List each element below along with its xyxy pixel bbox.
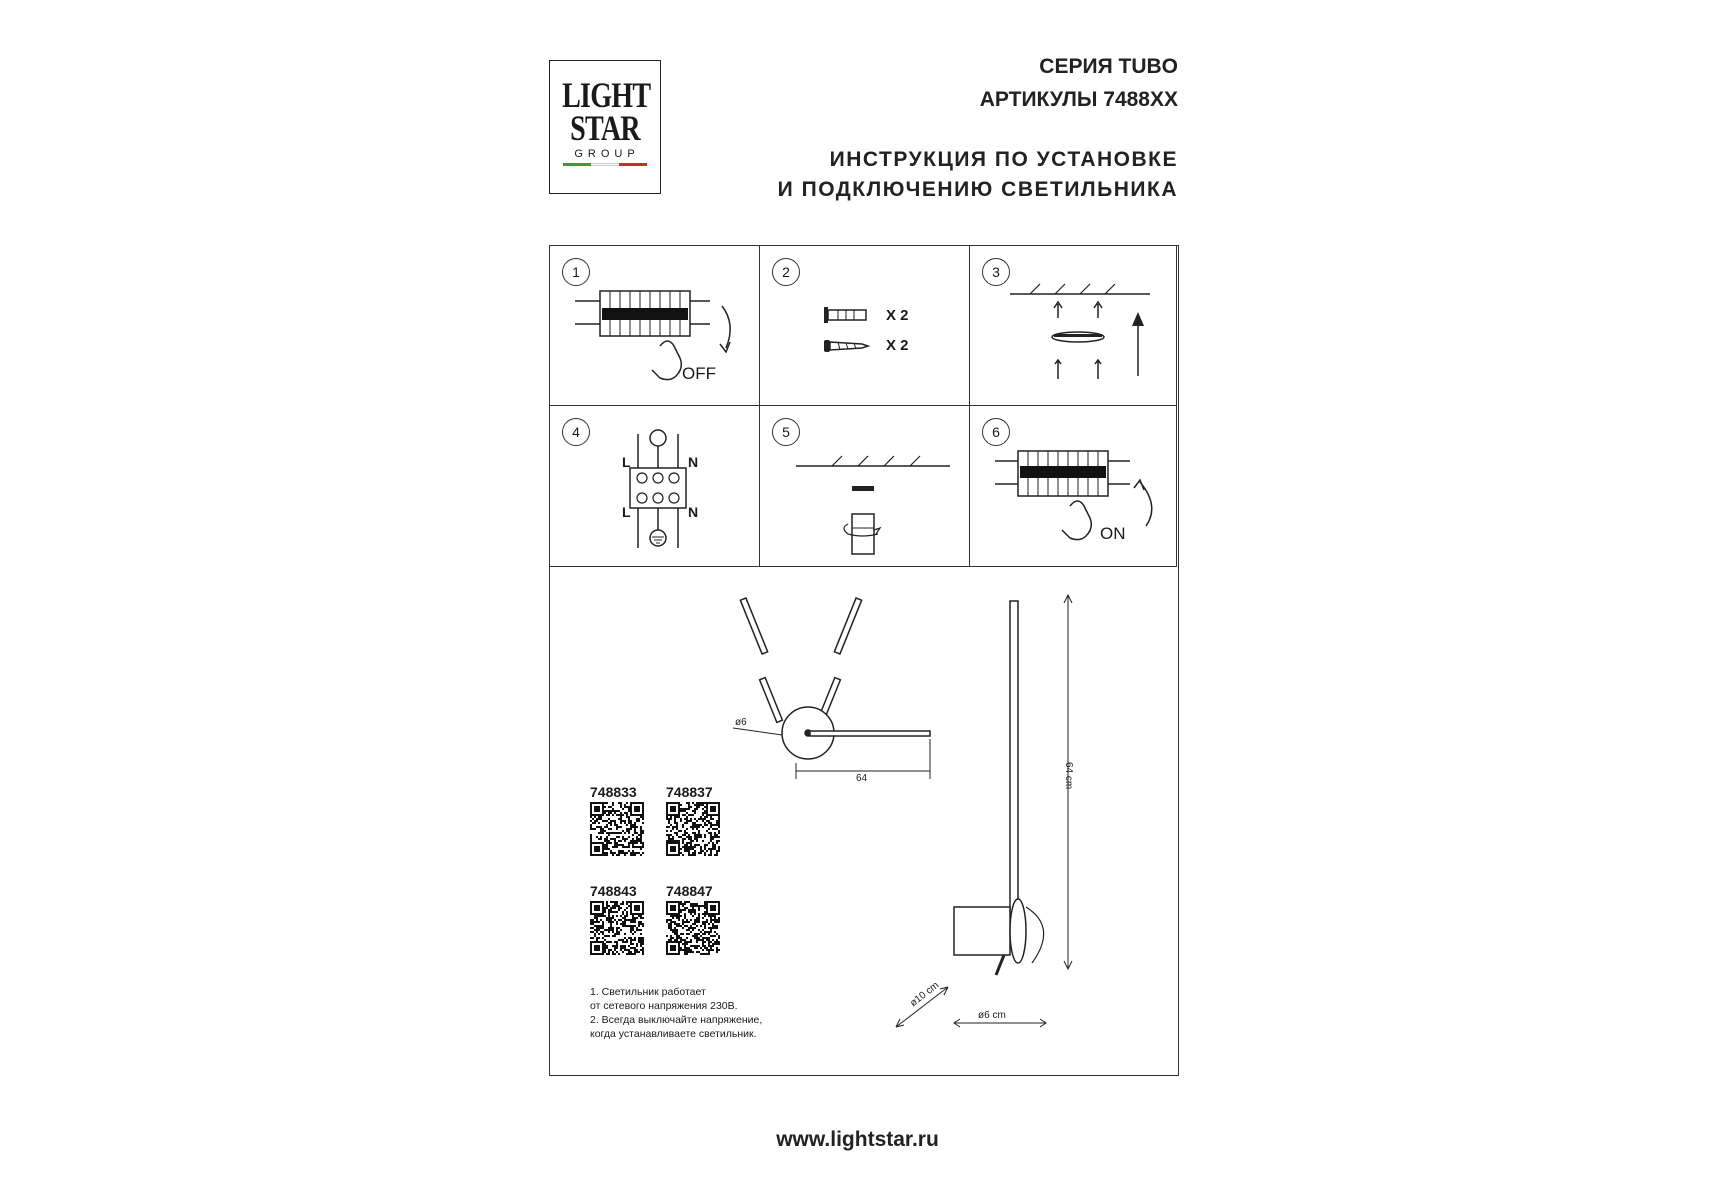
anchors-screws-diagram — [760, 246, 970, 406]
neutral-bottom-label: N — [688, 504, 699, 520]
step-3 — [970, 246, 1177, 406]
wiring-terminal-diagram — [550, 406, 760, 567]
mount-diameter-label: ø6 — [735, 717, 747, 728]
step-5 — [760, 406, 970, 567]
off-label: OFF — [682, 364, 716, 383]
step-4 — [550, 406, 760, 567]
base-diameter-label: ø10 cm — [908, 979, 942, 1010]
product-code: 748833 — [590, 784, 637, 800]
step-number: 2 — [772, 258, 800, 286]
logo-line-2: STAR — [570, 108, 640, 148]
on-label: ON — [1100, 524, 1126, 543]
series-title: СЕРИЯ TUBO — [1039, 55, 1178, 78]
qr-code — [590, 802, 644, 856]
breaker-on-diagram — [970, 406, 1177, 567]
step-number: 4 — [562, 418, 590, 446]
ceiling-mount-diagram — [970, 246, 1177, 406]
step-1 — [550, 246, 760, 406]
product-code: 748847 — [666, 883, 713, 899]
logo-line-1: LIGHT — [562, 75, 651, 115]
note-line: от сетевого напряжения 230В. — [590, 1000, 738, 1012]
qr-code — [666, 802, 720, 856]
italian-flag-stripe — [563, 163, 647, 166]
qr-code — [666, 901, 720, 955]
instruction-line-2: И ПОДКЛЮЧЕНИЮ СВЕТИЛЬНИКА — [777, 178, 1178, 201]
logo-line-3: GROUP — [574, 148, 640, 160]
note-line: когда устанавливаете светильник. — [590, 1028, 757, 1040]
step-2 — [760, 246, 970, 406]
live-bottom-label: L — [622, 504, 631, 520]
wall-anchor-icon — [824, 307, 866, 323]
product-code: 748837 — [666, 784, 713, 800]
note-line: 1. Светильник работает — [590, 986, 706, 998]
articles-title: АРТИКУЛЫ 7488XX — [979, 88, 1178, 111]
brand-logo — [549, 60, 661, 194]
qr-code — [590, 901, 644, 955]
step-number: 6 — [982, 418, 1010, 446]
product-drawing-area — [550, 567, 1177, 1075]
note-line: 2. Всегда выключайте напряжение, — [590, 1014, 763, 1026]
instruction-title — [778, 145, 1178, 205]
step-number: 1 — [562, 258, 590, 286]
arm-length-label: 64 — [856, 773, 868, 784]
fixture-attach-diagram — [760, 406, 970, 567]
instruction-line-1: ИНСТРУКЦИЯ ПО УСТАНОВКЕ — [829, 148, 1178, 171]
neutral-top-label: N — [688, 454, 699, 470]
screw-qty: X 2 — [886, 337, 909, 354]
depth-label: ø6 cm — [978, 1010, 1006, 1021]
height-label: 64 cm — [1063, 762, 1074, 790]
live-top-label: L — [622, 454, 631, 470]
safety-notes — [590, 985, 762, 1041]
anchor-qty: X 2 — [886, 307, 909, 324]
step-number: 3 — [982, 258, 1010, 286]
product-code: 748843 — [590, 883, 637, 899]
screw-icon — [824, 340, 868, 352]
website-url: www.lightstar.ru — [776, 1128, 939, 1151]
step-number: 5 — [772, 418, 800, 446]
step-6 — [970, 406, 1177, 567]
breaker-off-diagram — [550, 246, 760, 406]
instruction-frame — [549, 245, 1179, 1076]
